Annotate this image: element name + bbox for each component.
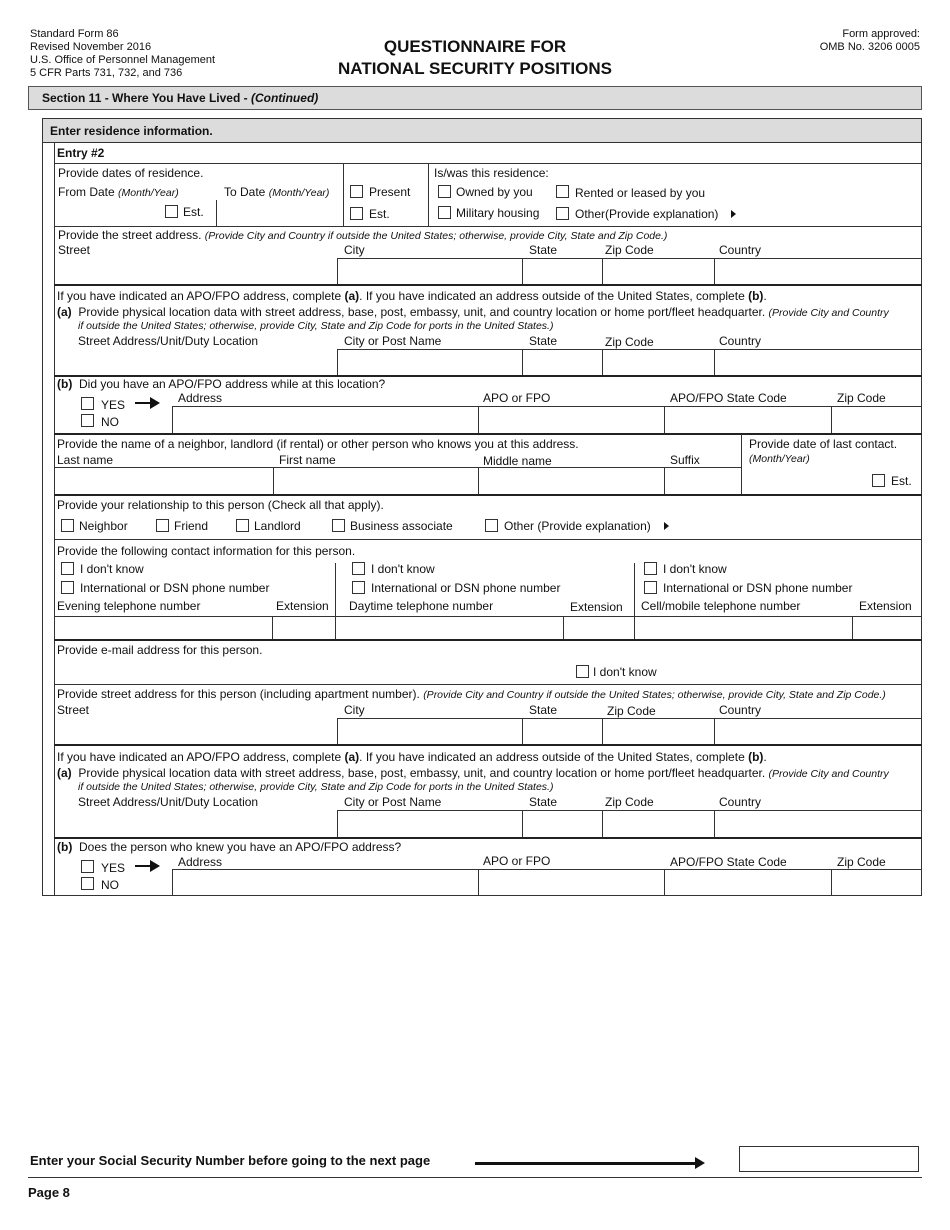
person-country-label: Country: [719, 703, 762, 717]
person-apo-b-no-checkbox[interactable]: [81, 877, 94, 890]
person-street-unit-label: Street Address/Unit/Duty Location: [78, 795, 259, 809]
owned-label: Owned by you: [456, 185, 533, 199]
residence-type-prompt: Is/was this residence:: [434, 166, 549, 180]
ssn-input[interactable]: [739, 1146, 919, 1172]
landlord-checkbox[interactable]: [236, 519, 249, 532]
expand-arrow-icon: [731, 210, 736, 218]
entry-label: Entry #2: [57, 146, 105, 160]
city-label: City: [344, 243, 365, 257]
contact-info-prompt: Provide the following contact information for this person.: [57, 544, 356, 558]
person-state-label: State: [529, 703, 558, 717]
person-apo-b-question: (b) Does the person who knew you have an APO/FPO address?: [57, 840, 402, 854]
cell-intl-checkbox[interactable]: [644, 581, 657, 594]
friend-label: Friend: [174, 519, 209, 533]
evening-dont-know-label: I don't know: [80, 562, 144, 576]
daytime-intl-checkbox[interactable]: [352, 581, 365, 594]
cell-phone-label: Cell/mobile telephone number: [641, 599, 801, 613]
expand-arrow-icon: [664, 522, 669, 530]
person-apo-fpo-label: APO or FPO: [483, 854, 551, 868]
apo-b-yes-label: YES: [101, 398, 126, 412]
cell-dont-know-checkbox[interactable]: [644, 562, 657, 575]
last-name-label: Last name: [57, 453, 114, 467]
other-relationship-checkbox[interactable]: [485, 519, 498, 532]
apo-a-text: (a) Provide physical location data with street address, base, post, embassy, unit, and country location or home port/fleet headquarter. (Provide City and Country: [57, 305, 889, 319]
cell-extension-label: Extension: [859, 599, 912, 613]
last-contact-format: (Month/Year): [749, 453, 810, 465]
to-date-est-label: Est.: [369, 207, 390, 221]
to-date-label: To Date (Month/Year): [224, 185, 330, 199]
cell-intl-label: International or DSN phone number: [663, 581, 853, 595]
yes-arrow-icon: [135, 865, 151, 867]
apo-b-question: (b) Did you have an APO/FPO address while at this location?: [57, 377, 386, 391]
person-apo-intro: If you have indicated an APO/FPO address, complete (a). If you have indicated an address outside of the United States, complete (b).: [57, 750, 767, 764]
evening-dont-know-checkbox[interactable]: [61, 562, 74, 575]
ssn-arrow-icon: [475, 1162, 697, 1165]
evening-intl-checkbox[interactable]: [61, 581, 74, 594]
evening-phone-label: Evening telephone number: [57, 599, 201, 613]
person-apo-b-yes-label: YES: [101, 861, 126, 875]
apo-a-hint: if outside the United States; otherwise, provide City, State and Zip Code for ports in the United States.): [78, 320, 554, 332]
last-contact-est-label: Est.: [891, 474, 912, 488]
neighbor-checkbox[interactable]: [61, 519, 74, 532]
person-apo-state-label: State: [529, 795, 558, 809]
street-label: Street: [58, 243, 91, 257]
agency: U.S. Office of Personnel Management: [30, 54, 216, 66]
zip-label: Zip Code: [605, 243, 654, 257]
form-revision: Revised November 2016: [30, 41, 152, 53]
suffix-label: Suffix: [670, 453, 700, 467]
cfr-parts: 5 CFR Parts 731, 732, and 736: [30, 67, 183, 79]
person-apo-b-yes-checkbox[interactable]: [81, 860, 94, 873]
owned-checkbox[interactable]: [438, 185, 451, 198]
business-associate-checkbox[interactable]: [332, 519, 345, 532]
person-city-post-label: City or Post Name: [344, 795, 442, 809]
person-city-label: City: [344, 703, 365, 717]
from-date-est-label: Est.: [183, 205, 204, 219]
last-contact-est-checkbox[interactable]: [872, 474, 885, 487]
page-number: Page 8: [28, 1185, 70, 1200]
residence-info-bar: Enter residence information.: [42, 118, 922, 143]
daytime-dont-know-checkbox[interactable]: [352, 562, 365, 575]
daytime-intl-label: International or DSN phone number: [371, 581, 561, 595]
other-residence-label: Other(Provide explanation): [575, 207, 719, 221]
dates-prompt: Provide dates of residence.: [58, 166, 204, 180]
military-housing-label: Military housing: [456, 206, 540, 220]
last-contact-label: Provide date of last contact.: [749, 437, 898, 451]
friend-checkbox[interactable]: [156, 519, 169, 532]
apo-b-address-label: Address: [178, 391, 223, 405]
neighbor-label: Neighbor: [79, 519, 128, 533]
apo-b-zip-label: Zip Code: [837, 391, 886, 405]
rented-label: Rented or leased by you: [575, 186, 706, 200]
email-dont-know-checkbox[interactable]: [576, 665, 589, 678]
ssn-instruction: Enter your Social Security Number before going to the next page: [30, 1153, 431, 1168]
person-apo-a-hint: if outside the United States; otherwise, provide City, State and Zip Code for ports in the United States.): [78, 781, 554, 793]
city-post-label: City or Post Name: [344, 334, 442, 348]
landlord-label: Landlord: [254, 519, 301, 533]
evening-intl-label: International or DSN phone number: [80, 581, 270, 595]
apo-b-no-label: NO: [101, 415, 119, 429]
person-apo-b-address-label: Address: [178, 855, 223, 869]
apo-intro: If you have indicated an APO/FPO address, complete (a). If you have indicated an address outside of the United States, complete (b).: [57, 289, 767, 303]
from-date-label: From Date (Month/Year): [58, 185, 179, 199]
email-dont-know-label: I don't know: [593, 665, 657, 679]
cell-dont-know-label: I don't know: [663, 562, 727, 576]
street-prompt: Provide the street address. (Provide City and Country if outside the United States; otherwise, provide City, State and Zip Code.): [58, 228, 668, 242]
present-checkbox[interactable]: [350, 185, 363, 198]
email-prompt: Provide e-mail address for this person.: [57, 643, 263, 657]
omb-approval: Form approved: OMB No. 3206 0005: [819, 28, 920, 53]
person-apo-a-text: (a) Provide physical location data with street address, base, post, embassy, unit, and country location or home port/fleet headquarter. (Provide City and Country: [57, 766, 889, 780]
business-associate-label: Business associate: [350, 519, 453, 533]
apo-zip-label: Zip Code: [605, 335, 654, 349]
daytime-extension-label: Extension: [570, 600, 623, 614]
daytime-phone-label: Daytime telephone number: [349, 599, 494, 613]
person-street-label: Street: [57, 703, 90, 717]
apo-b-yes-checkbox[interactable]: [81, 397, 94, 410]
rented-checkbox[interactable]: [556, 185, 569, 198]
middle-name-label: Middle name: [483, 454, 552, 468]
relationship-prompt: Provide your relationship to this person (Check all that apply).: [57, 498, 384, 512]
person-apo-b-zip-label: Zip Code: [837, 855, 886, 869]
apo-country-label: Country: [719, 334, 762, 348]
country-label: Country: [719, 243, 762, 257]
present-label: Present: [369, 185, 411, 199]
form-number: Standard Form 86: [30, 28, 119, 40]
daytime-dont-know-label: I don't know: [371, 562, 435, 576]
evening-extension-label: Extension: [276, 599, 329, 613]
person-apo-country-label: Country: [719, 795, 762, 809]
apo-fpo-label: APO or FPO: [483, 391, 551, 405]
page-title: QUESTIONNAIRE FOR NATIONAL SECURITY POSITIONS: [338, 37, 612, 78]
from-date-est-checkbox[interactable]: [165, 205, 178, 218]
military-housing-checkbox[interactable]: [438, 206, 451, 219]
section-header: Section 11 - Where You Have Lived - (Continued): [28, 86, 922, 110]
to-date-est-checkbox[interactable]: [350, 207, 363, 220]
other-residence-checkbox[interactable]: [556, 207, 569, 220]
person-apo-b-no-label: NO: [101, 878, 119, 892]
yes-arrow-icon: [135, 402, 151, 404]
other-relationship-label: Other (Provide explanation): [504, 519, 651, 533]
state-label: State: [529, 243, 558, 257]
person-apo-state-code-label: APO/FPO State Code: [670, 855, 787, 869]
first-name-label: First name: [279, 453, 336, 467]
person-street-prompt: Provide street address for this person (including apartment number). (Provide City and Country if outside the United States; otherwise, provide City, State and Zip Code.): [57, 687, 886, 701]
person-name-prompt: Provide the name of a neighbor, landlord (if rental) or other person who knows you at this address.: [57, 437, 579, 451]
person-zip-label: Zip Code: [607, 704, 656, 718]
person-apo-zip-label: Zip Code: [605, 795, 654, 809]
apo-state-label: State: [529, 334, 558, 348]
apo-state-code-label: APO/FPO State Code: [670, 391, 787, 405]
apo-b-no-checkbox[interactable]: [81, 414, 94, 427]
street-unit-label: Street Address/Unit/Duty Location: [78, 334, 259, 348]
